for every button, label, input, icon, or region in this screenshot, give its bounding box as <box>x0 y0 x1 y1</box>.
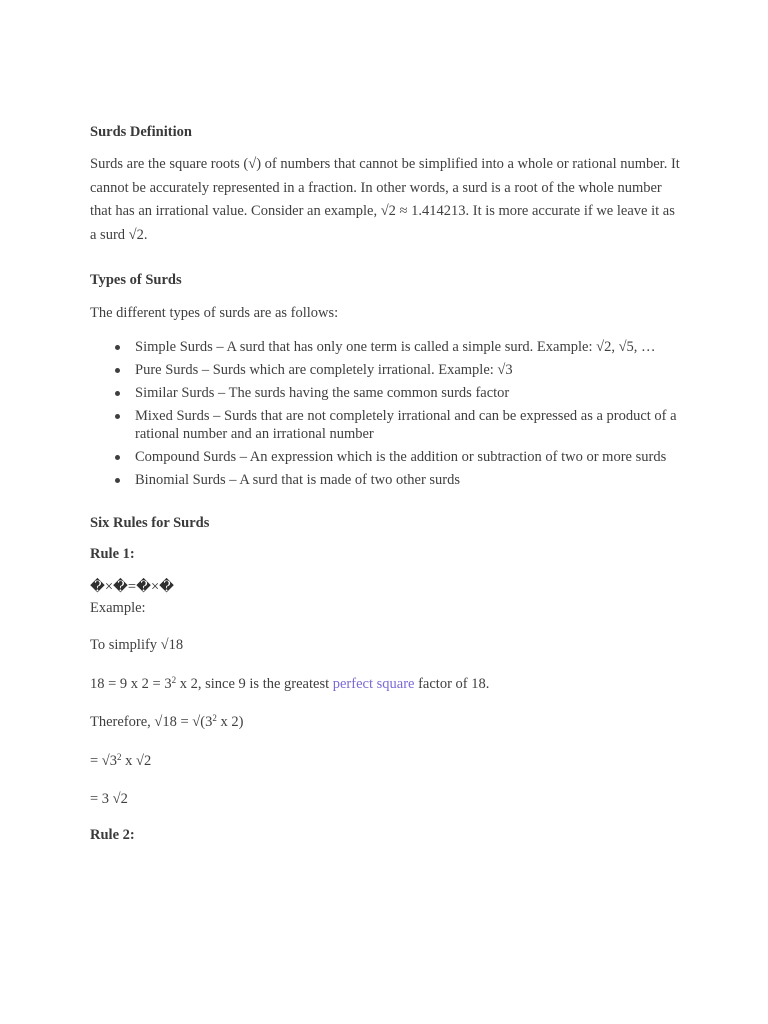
factorization-text-middle: x 2, since 9 is the greatest <box>176 675 333 692</box>
therefore-step <box>90 711 680 735</box>
list-item-similar-surds: Similar Surds – The surds having the same common surds factor <box>135 384 680 402</box>
surds-definition-heading: Surds Definition <box>90 124 192 140</box>
exponent: 2 <box>212 713 217 723</box>
six-rules-heading: Six Rules for Surds <box>90 514 210 531</box>
exponent: 2 <box>171 674 177 685</box>
list-item-simple-surds: Simple Surds – A surd that has only one term is called a simple surd. Example: √2, √5, … <box>135 338 680 356</box>
rule-2-heading: Rule 2: <box>90 826 135 843</box>
article-body <box>90 124 680 844</box>
rule-1-heading: Rule 1: <box>90 545 135 562</box>
factorization-text-end: factor of 18. <box>414 675 490 692</box>
factorization-text-start: 18 = 9 x 2 = 3 <box>90 675 172 692</box>
surd-types-list <box>90 338 680 489</box>
example-label: Example: <box>90 599 146 616</box>
perfect-square-link[interactable]: perfect square <box>332 675 415 692</box>
list-item-pure-surds: Pure Surds – Surds which are completely irrational. Example: √3 <box>135 361 680 379</box>
therefore-text-start: Therefore, √18 = √(3 <box>90 714 213 730</box>
types-of-surds-heading: Types of Surds <box>90 272 182 288</box>
rule-1-formula: �×�=�×� <box>90 578 175 595</box>
therefore-text-end: x 2) <box>216 714 244 730</box>
surds-definition-paragraph: Surds are the square roots (√) of numbers that cannot be simplified into a whole or rational number. It cannot be accurately represented in a fraction. In other words, a surd is a root of the whole number that has an irrational value. Consider an example, √2 ≈ 1.414213. It is more accurate if we leave it as a surd √2. <box>90 156 680 243</box>
list-item-binomial-surds: Binomial Surds – A surd that is made of two other surds <box>135 471 680 489</box>
exponent: 2 <box>117 751 122 762</box>
result-step: = 3 √2 <box>90 791 128 807</box>
list-item-compound-surds: Compound Surds – An expression which is the addition or subtraction of two or more surds <box>135 448 680 466</box>
types-intro-text: The different types of surds are as follows: <box>90 305 339 321</box>
factorization-step <box>90 673 680 697</box>
simplify-statement: To simplify √18 <box>90 637 184 653</box>
root-split-text-end: x √2 <box>121 752 152 769</box>
root-split-step <box>90 750 680 774</box>
root-split-text-start: = √3 <box>90 752 118 769</box>
list-item-mixed-surds: Mixed Surds – Surds that are not completely irrational and can be expressed as a product of a rational number and an irrational number <box>135 407 680 443</box>
